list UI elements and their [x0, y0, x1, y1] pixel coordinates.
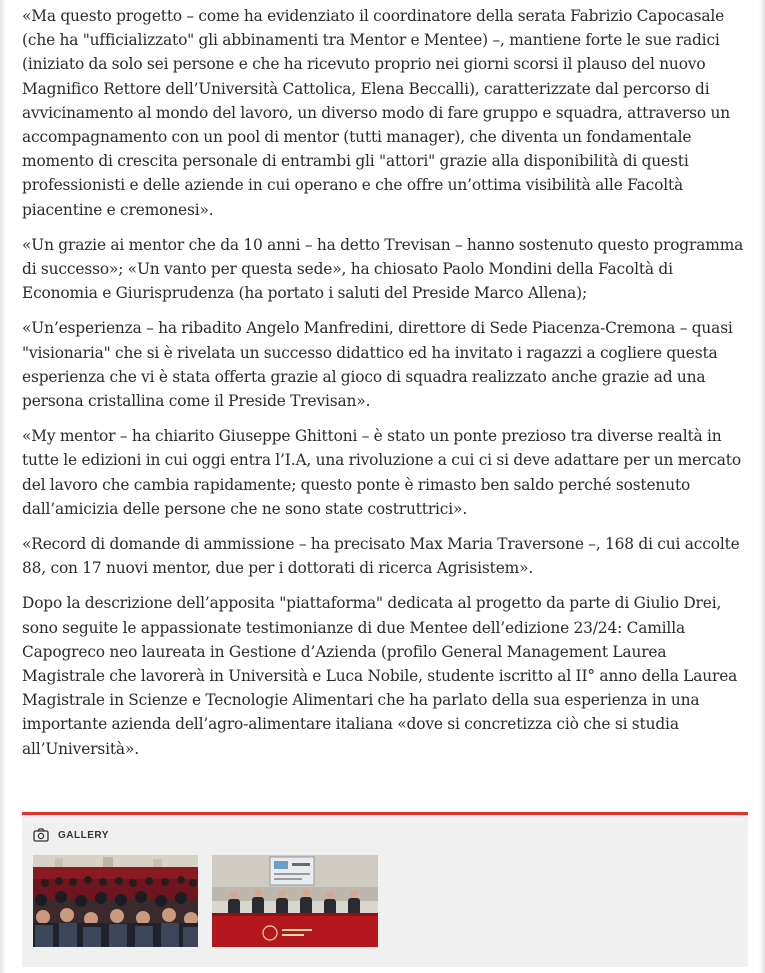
audience-photo	[33, 855, 198, 947]
page-right-shadow	[759, 0, 765, 973]
gallery-label: GALLERY	[58, 829, 109, 841]
gallery-thumbnail[interactable]	[33, 855, 198, 947]
article-paragraph: «My mentor – ha chiarito Giuseppe Ghittoni – è stato un ponte prezioso tra diverse realtà in tutte le edizioni in cui oggi entra l’I.A, una rivoluzione a cui ci si deve adattare per un mercato del lavoro che cambia rapidamente; questo ponte è rimasto ben saldo perché sostenuto dall’amicizia delle persone che ne sono state costruttrici».	[22, 427, 741, 518]
camera-icon	[33, 828, 49, 842]
article-paragraph: «Un’esperienza – ha ribadito Angelo Manfredini, direttore di Sede Piacenza-Cremona – quasi "visionaria" che si è rivelata un successo didattico ed ha invitato i ragazzi a cogliere questa esperienza che vi è stata offerta grazie al gioco di squadra realizzato anche grazie ad una persona cristallina come il Preside Trevisan».	[22, 319, 733, 411]
article-paragraph: «Ma questo progetto – come ha evidenziato il coordinatore della serata Fabrizio Capocasale (che ha "ufficializzato" gli abbinamenti tra Mentor e Mentee) –, mantiene forte le sue radici (iniziato da solo sei persone e che ha ricevuto proprio nei giorni scorsi il plauso del nuovo Magnifico Rettore dell’Università Cattolica, Elena Beccalli), caratterizzate dal percorso di avvicinamento al mondo del lavoro, un diverso modo di fare gruppo e squadra, attraverso un accompagnamento con un pool di mentor (tutti manager), che diventa un fondamentale momento di crescita personale di entrambi gli "attori" grazie alla disponibilità di questi professionisti e delle aziende in cui operano e che offre un’ottima visibilità alle Facoltà piacentine e cremonesi».	[22, 7, 730, 219]
panel-table-photo	[212, 855, 378, 947]
article-paragraph: Dopo la descrizione dell’apposita "piattaforma" dedicata al progetto da parte di Giulio Drei, sono seguite le appassionate testimonianze di due Mentee dell’edizione 23/24: Camilla Capogreco neo laureata in Gestione d’Azienda (profilo General Management Laurea Magistrale che lavorerà in Università e Luca Nobile, studente iscritto al II° anno della Laurea Magistrale in Scienze e Tecnologie Alimentari che ha parlato della sua esperienza in una importante azienda dell’agro-alimentare italiana «dove si concretizza ciò che si studia all’Università».	[22, 594, 738, 758]
page-left-shadow	[0, 0, 6, 973]
gallery-header	[33, 827, 109, 843]
article-paragraph: «Un grazie ai mentor che da 10 anni – ha detto Trevisan – hanno sostenuto questo programma di successo»; «Un vanto per questa sede», ha chiosato Paolo Mondini della Facoltà di Economia e Giurisprudenza (ha portato i saluti del Preside Marco Allena);	[22, 235, 744, 303]
article-body	[22, 4, 751, 772]
gallery-section	[22, 812, 748, 967]
article-paragraph: «Record di domande di ammissione – ha precisato Max Maria Traversone –, 168 di cui accolte 88, con 17 nuovi mentor, due per i dottorati di ricerca Agrisistem».	[22, 535, 740, 578]
gallery-thumbnail[interactable]	[212, 855, 378, 947]
